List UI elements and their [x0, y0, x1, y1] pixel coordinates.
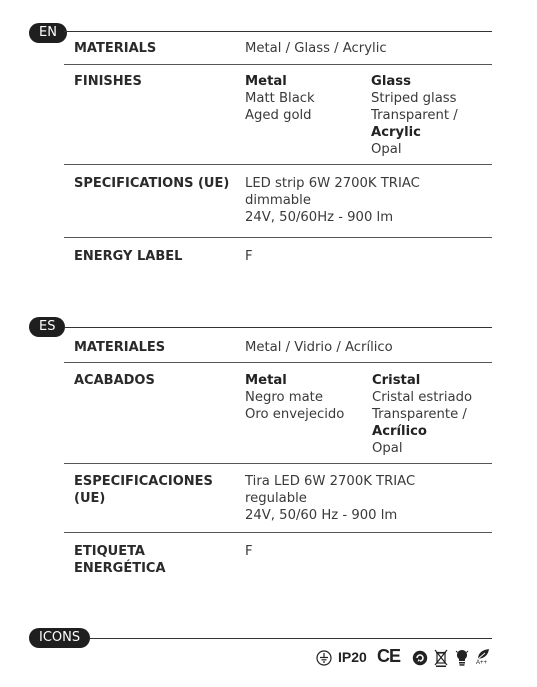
divider: [64, 164, 492, 165]
divider: [64, 237, 492, 238]
section-tag-icons: ICONS: [29, 628, 90, 648]
acabados-cristal-column: [372, 372, 472, 457]
finish-item: Aged gold: [245, 108, 312, 123]
finish-item: Opal: [372, 441, 403, 456]
spec-line: dimmable: [245, 193, 311, 208]
etiqueta-label: [74, 543, 166, 577]
finish-item: Transparente /: [372, 407, 467, 422]
etiqueta-value: F: [245, 544, 253, 559]
spec-line: 24V, 50/60 Hz - 900 lm: [245, 508, 398, 523]
label-line: (UE): [74, 491, 106, 506]
glass-heading: Glass: [371, 74, 411, 89]
finish-item: Cristal estriado: [372, 390, 473, 405]
spec-line: LED strip 6W 2700K TRIAC: [245, 176, 420, 191]
cristal-heading: Cristal: [372, 373, 421, 388]
spec-line: 24V, 50/60Hz - 900 lm: [245, 210, 394, 225]
materiales-value: Metal / Vidrio / Acrílico: [245, 340, 393, 355]
section-rule-en: [64, 31, 492, 32]
divider: [64, 532, 492, 533]
earth-ground-icon: [316, 650, 332, 666]
label-line: ETIQUETA: [74, 544, 145, 559]
finishes-glass-column: [371, 73, 458, 158]
finish-item: Oro envejecido: [245, 407, 345, 422]
certification-icons: [316, 648, 496, 668]
divider: [64, 64, 492, 65]
led-bulb-icon: [455, 649, 469, 667]
recycle-icon: [412, 650, 428, 666]
energy-class-text: A++: [476, 660, 488, 666]
materials-label: MATERIALS: [74, 41, 157, 56]
label-line: ESPECIFICACIONES: [74, 474, 213, 489]
specifications-value: [245, 175, 420, 226]
specifications-label: SPECIFICATIONS (UE): [74, 176, 230, 191]
eco-energy-icon: [475, 648, 493, 660]
ip20-label: IP20: [338, 649, 367, 665]
spec-line: regulable: [245, 491, 307, 506]
acabados-label: ACABADOS: [74, 373, 155, 388]
ce-mark-icon: CE: [377, 646, 401, 666]
spec-line: Tira LED 6W 2700K TRIAC: [245, 474, 416, 489]
section-rule-icons: [90, 638, 492, 639]
materials-value: Metal / Glass / Acrylic: [245, 41, 387, 56]
finish-item: Negro mate: [245, 390, 323, 405]
especificaciones-label: [74, 473, 213, 507]
divider: [64, 362, 492, 363]
metal-heading: Metal: [245, 373, 287, 388]
section-tag-en: EN: [29, 23, 67, 43]
weee-bin-icon: [434, 649, 448, 667]
finish-item: Transparent /: [371, 108, 458, 123]
energy-label-label: ENERGY LABEL: [74, 249, 183, 264]
finishes-metal-column: [245, 73, 315, 124]
section-tag-es: ES: [29, 317, 65, 337]
especificaciones-value: [245, 473, 415, 524]
acrylic-heading: Acrylic: [371, 125, 421, 140]
energy-label-value: F: [245, 249, 253, 264]
finish-item: Striped glass: [371, 91, 457, 106]
materiales-label: MATERIALES: [74, 340, 166, 355]
metal-heading: Metal: [245, 74, 287, 89]
acabados-metal-column: [245, 372, 344, 423]
acrilico-heading: Acrílico: [372, 424, 427, 439]
divider: [64, 463, 492, 464]
finishes-label: FINISHES: [74, 74, 142, 89]
section-rule-es: [64, 327, 492, 328]
label-line: ENERGÉTICA: [74, 561, 166, 576]
finish-item: Opal: [371, 142, 402, 157]
finish-item: Matt Black: [245, 91, 315, 106]
